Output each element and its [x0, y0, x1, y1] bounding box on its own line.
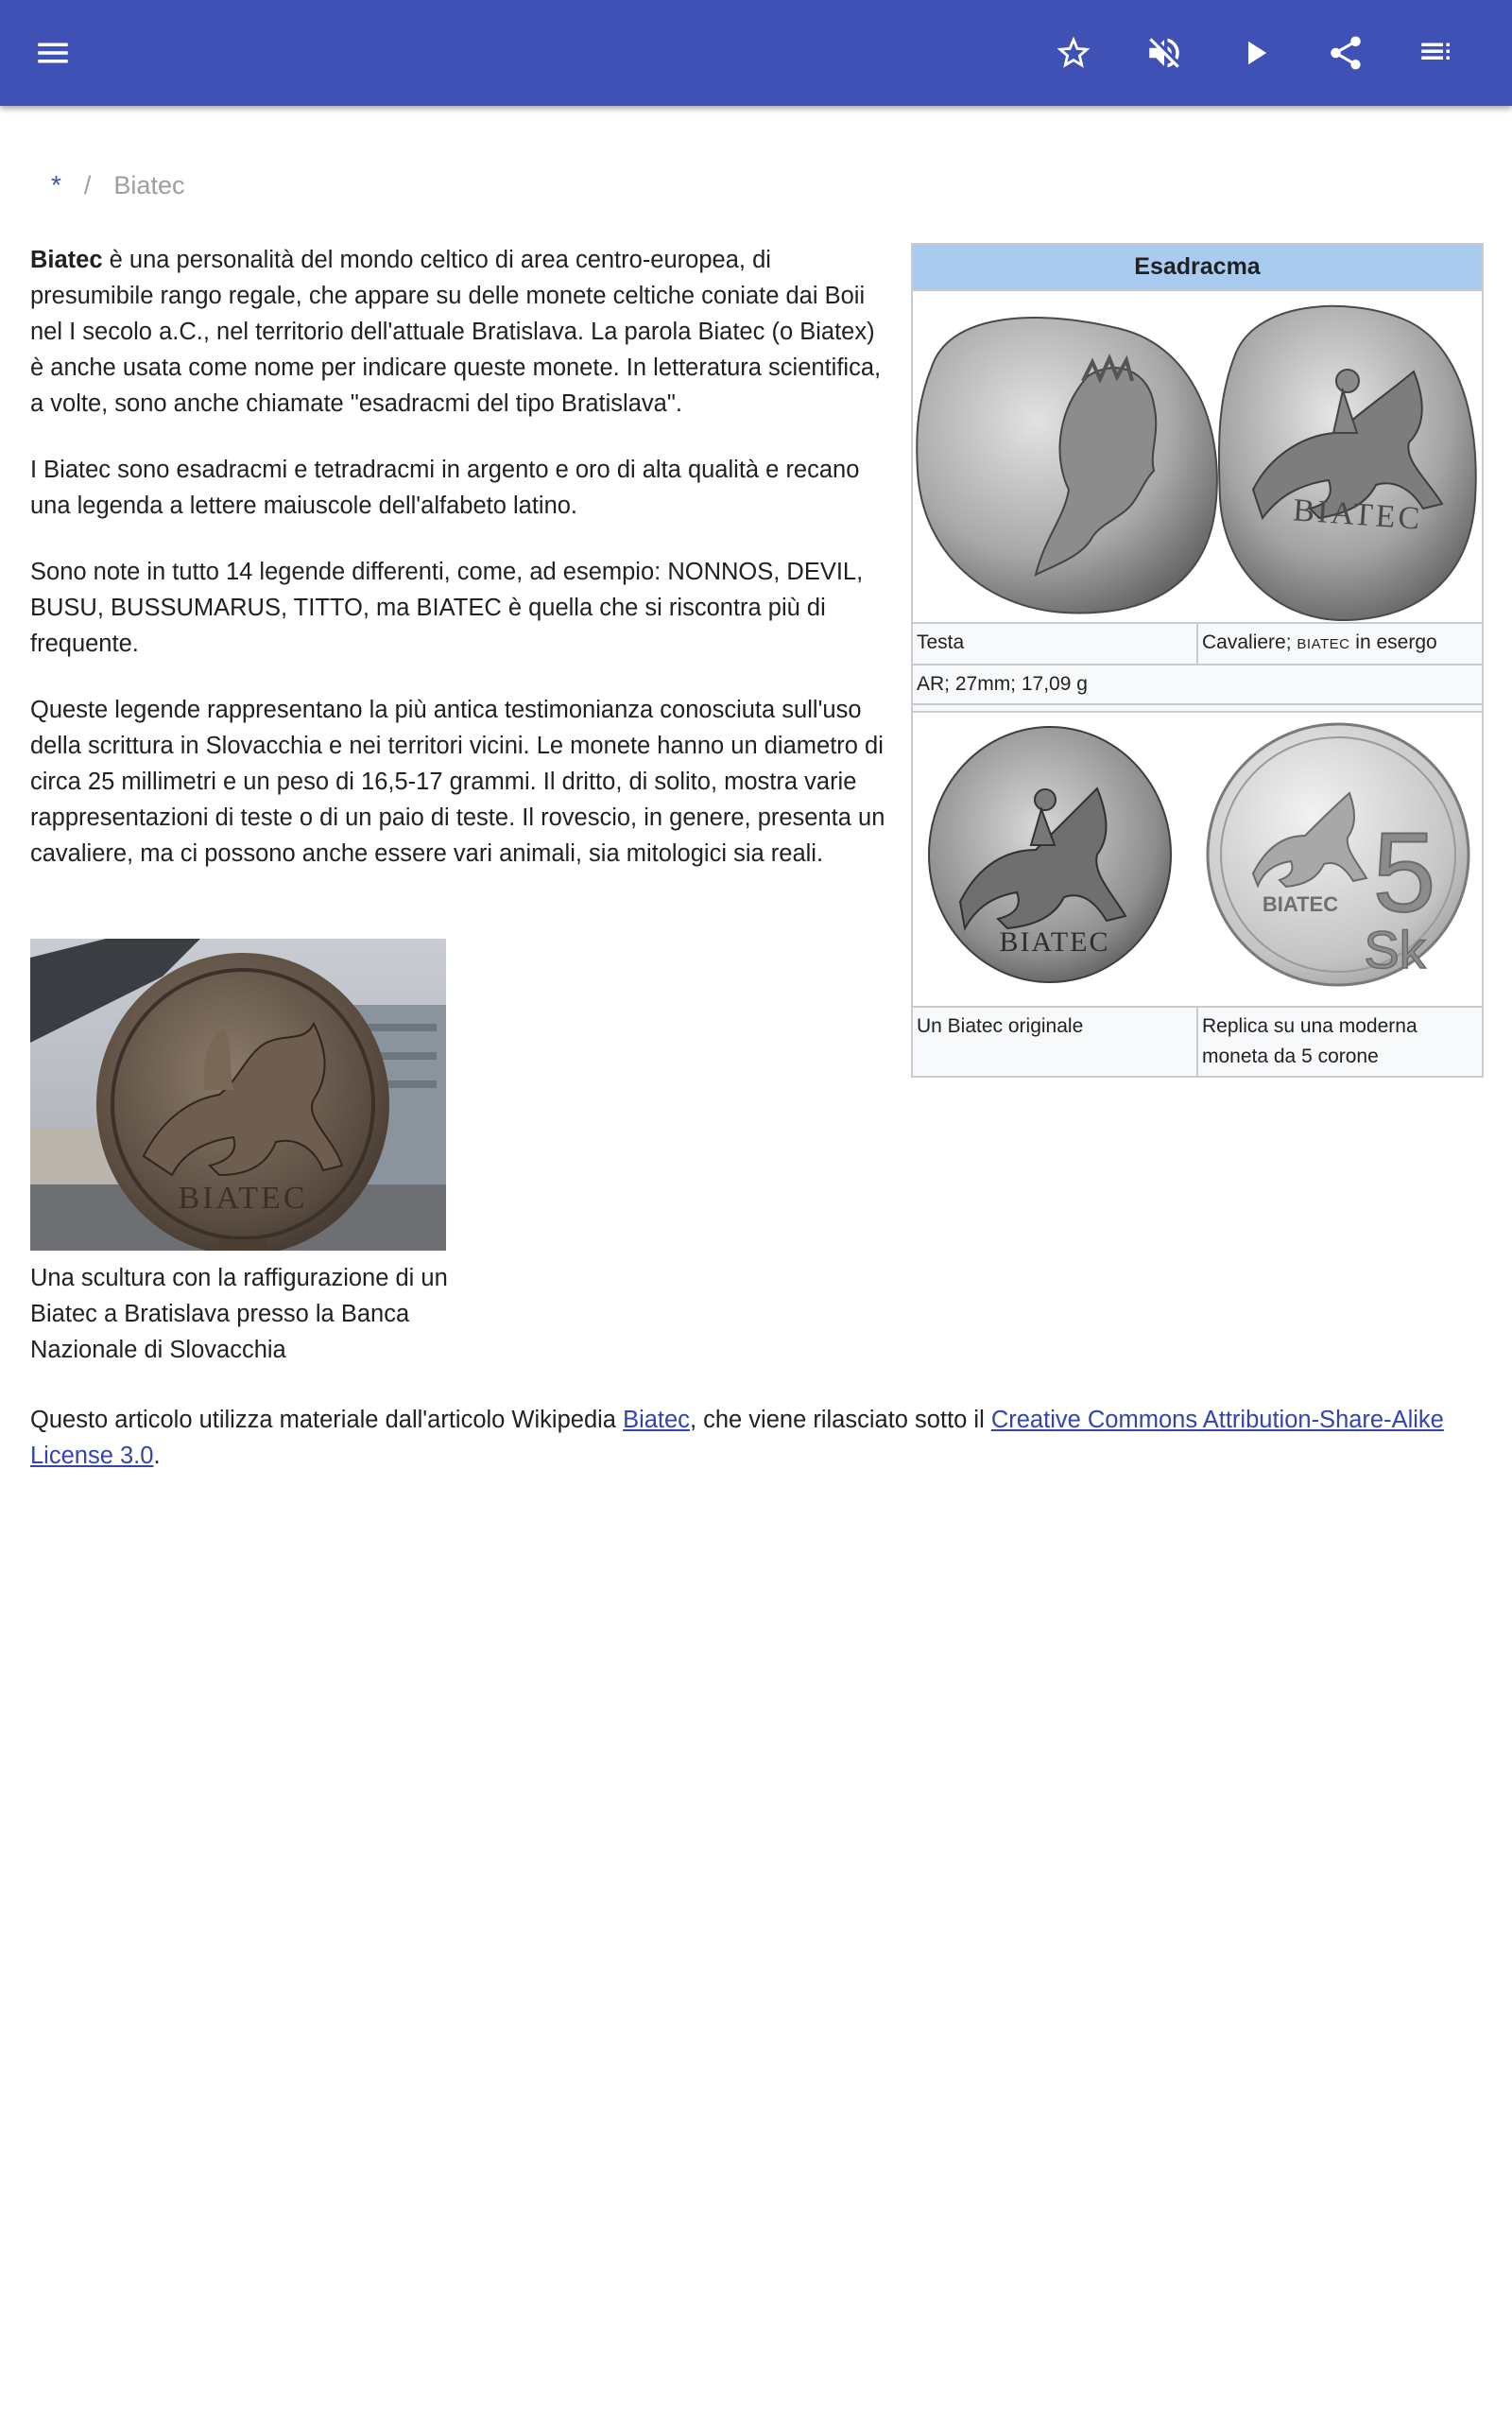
- original-coin-legend: BIATEC: [999, 926, 1110, 958]
- replica-currency: Sk: [1364, 920, 1426, 979]
- breadcrumb-separator: /: [83, 171, 92, 199]
- play-button[interactable]: [1225, 23, 1285, 83]
- play-icon: [1235, 33, 1275, 73]
- article-body: [30, 242, 890, 902]
- footer-text-intro: Questo articolo utilizza materiale dall'articolo Wikipedia: [30, 1407, 624, 1433]
- paragraph-intro-text: è una personalità del mondo celtico di area centro-europea, di presumibile rango regale, che appare su delle monete celtiche coniate dai Boii nel I secolo a.C., nel territorio dell'attuale Bratislava. La parola Biatec (o Biatex) è anche usata come nome per indicare queste monete. In letteratura scientifica, a volte, sono anche chiamate "esadracmi del tipo Bratislava".: [30, 247, 882, 417]
- app-bar: [0, 0, 1512, 106]
- coin-legend: BIATEC: [1292, 493, 1424, 537]
- reverse-label-suffix: in esergo: [1349, 631, 1437, 653]
- footer-text-end: .: [153, 1443, 161, 1469]
- paragraph-intro: [30, 242, 890, 422]
- breadcrumb: [51, 170, 184, 200]
- share-icon: [1326, 33, 1366, 73]
- sculpture-image[interactable]: [30, 939, 446, 1251]
- contents-button[interactable]: [1406, 23, 1467, 83]
- infobox-coin-labels: [913, 1008, 1482, 1076]
- star-outline-icon: [1054, 33, 1093, 73]
- breadcrumb-home[interactable]: *: [51, 170, 61, 199]
- obverse-label: Testa: [917, 631, 965, 653]
- paragraph-description: Queste legende rappresentano la più antica testimonianza conosciuta sull'uso della scrittura in Slovacchia e nei territori vicini. Le monete hanno un diametro di circa 25 millimetri e un peso di 16,5-17 grammi. Il dritto, di solito, mostra varie rappresentazioni di teste o di un paio di teste. Il rovescio, in genere, presenta un cavaliere, ma ci possono anche essere vari animali, sia mitologici sia reali.: [30, 697, 885, 867]
- coin-obverse-reverse-illustration: [913, 291, 1482, 622]
- sculpture-caption: Una scultura con la raffigurazione di un Biatec a Bratislava presso la Banca Nazionale di Slovacchia: [30, 1265, 448, 1363]
- article-subject: Biatec: [30, 247, 103, 273]
- coin-original-replica-illustration: [913, 713, 1482, 1006]
- menu-icon: [33, 33, 73, 73]
- replica-coin-legend: BIATEC: [1262, 892, 1339, 916]
- reverse-label: [1196, 624, 1482, 664]
- replica-denomination: 5: [1372, 809, 1436, 936]
- breadcrumb-current: Biatec: [113, 171, 185, 199]
- bookmark-button[interactable]: [1043, 23, 1104, 83]
- infobox: [911, 243, 1484, 1078]
- share-button[interactable]: [1315, 23, 1376, 83]
- replica-coin-label: Replica su una moderna moneta da 5 corone: [1196, 1008, 1482, 1076]
- coin-images-bottom[interactable]: [913, 711, 1482, 1008]
- coin-images-top[interactable]: [913, 291, 1482, 624]
- coin-specs: AR; 27mm; 17,09 g: [913, 666, 1482, 705]
- mute-button[interactable]: [1134, 23, 1194, 83]
- footer-text-middle: , che viene rilasciato sotto il: [689, 1407, 991, 1433]
- paragraph-materials: I Biatec sono esadracmi e tetradracmi in argento e oro di alta qualità e recano una legenda a lettere maiuscole dell'alfabeto latino.: [30, 457, 860, 519]
- paragraph-legends: Sono note in tutto 14 legende differenti, come, ad esempio: NONNOS, DEVIL, BUSU, BUSSUMARUS, TITTO, ma BIATEC è quella che si riscontra più di frequente.: [30, 559, 864, 657]
- license-footer: [30, 1402, 1486, 1474]
- reverse-label-text: Cavaliere;: [1202, 631, 1297, 653]
- playlist-icon: [1417, 33, 1456, 73]
- wikipedia-article-link[interactable]: Biatec: [623, 1407, 690, 1433]
- license-link[interactable]: Creative Commons Attribution-Share-Alike License 3.0: [30, 1407, 1444, 1469]
- menu-button[interactable]: [23, 23, 83, 83]
- volume-off-icon: [1144, 33, 1184, 73]
- reverse-label-legend: BIATEC: [1297, 636, 1350, 652]
- infobox-title: Esadracma: [913, 245, 1482, 291]
- sculpture-inscription: BIATEC: [178, 1181, 308, 1216]
- sculpture-illustration: [30, 939, 446, 1251]
- original-coin-label: Un Biatec originale: [917, 1015, 1084, 1037]
- infobox-side-labels: [913, 624, 1482, 666]
